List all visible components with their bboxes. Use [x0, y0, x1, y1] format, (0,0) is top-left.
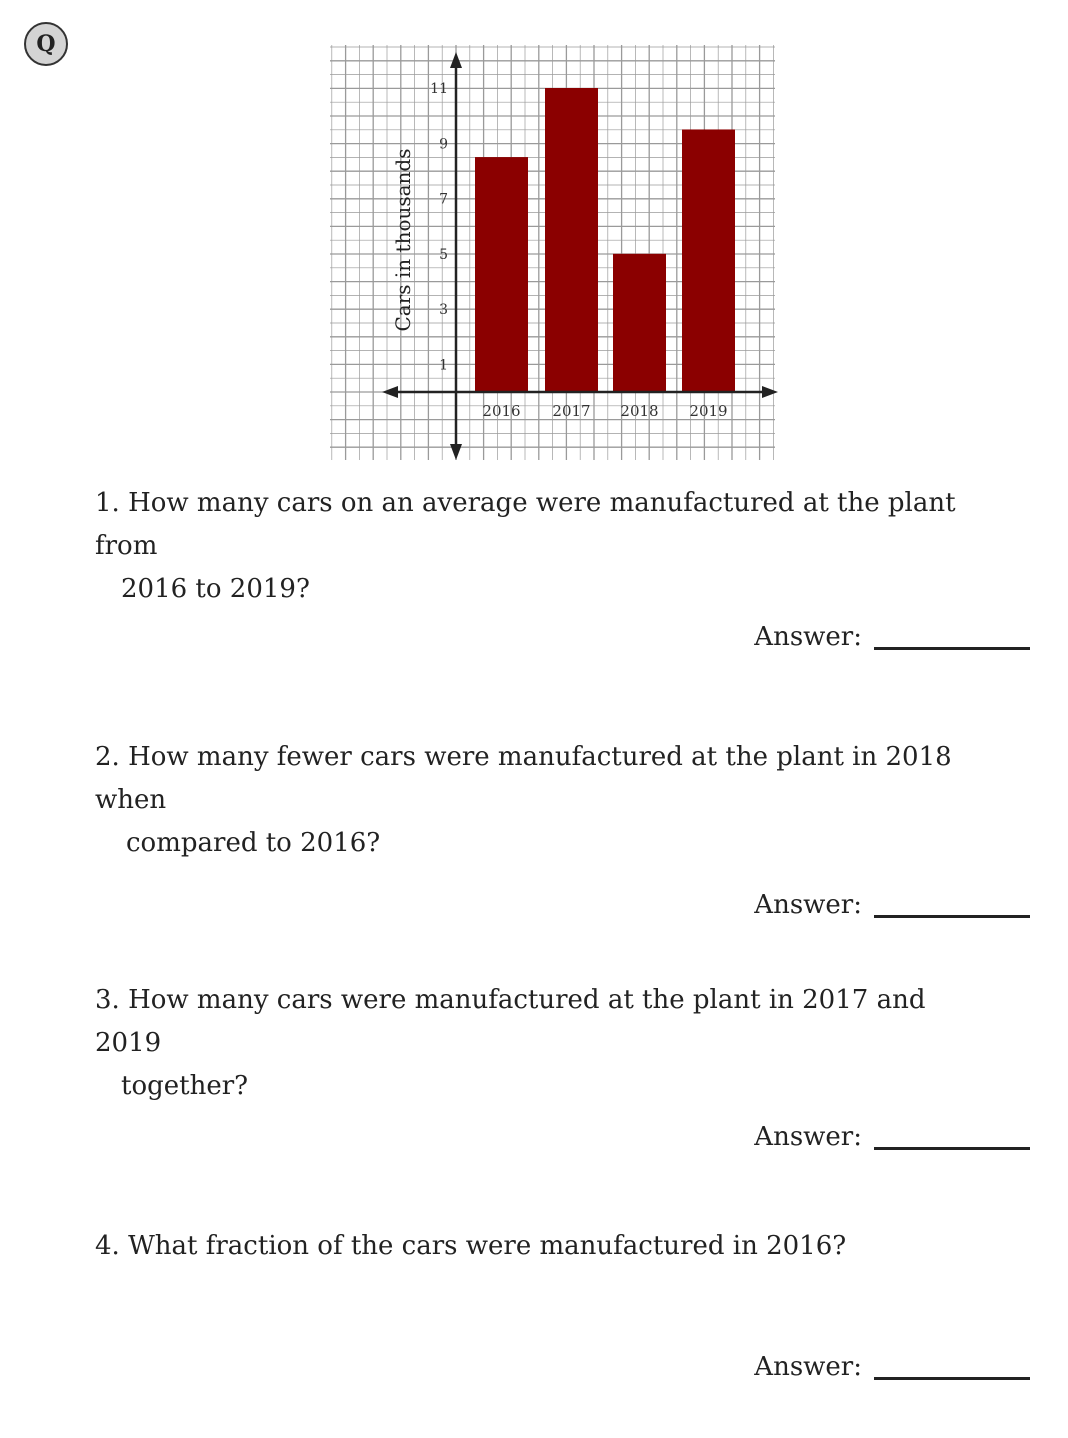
bar-chart: [330, 40, 780, 465]
question-3: [95, 979, 995, 1108]
question-1-line1: 1. How many cars on an average were manufactured at the plant from: [95, 488, 956, 561]
y-axis-arrow-up: [450, 52, 462, 68]
y-tick-label: 1: [439, 357, 448, 374]
question-2-line2: compared to 2016?: [126, 828, 381, 858]
answer-blank-3[interactable]: [874, 1147, 1030, 1150]
question-4: [95, 1225, 995, 1268]
question-badge: Q: [24, 22, 68, 66]
y-tick-label: 11: [430, 81, 448, 97]
question-2: [95, 736, 995, 865]
question-2-line1: 2. How many fewer cars were manufactured at the plant in 2018 when: [95, 742, 952, 815]
answer-label-3: Answer:: [754, 1122, 862, 1152]
answer-blank-2[interactable]: [874, 915, 1030, 918]
answer-label-1: Answer:: [754, 622, 862, 652]
y-axis-arrow-down: [450, 444, 462, 460]
y-axis-label: Cars in thousands: [391, 148, 415, 332]
answer-row-2: [754, 890, 1030, 920]
y-tick-label: 3: [439, 302, 448, 319]
bar-2018: [613, 254, 666, 392]
x-tick-label: 2018: [620, 402, 659, 420]
bar-2019: [682, 129, 735, 392]
y-tick-label: 5: [439, 246, 448, 263]
answer-label-4: Answer:: [754, 1352, 862, 1382]
question-1-line2: 2016 to 2019?: [121, 574, 310, 604]
answer-row-4: [754, 1352, 1030, 1382]
answer-label-2: Answer:: [754, 890, 862, 920]
x-tick-label: 2017: [552, 402, 591, 420]
x-axis-arrow-left: [382, 386, 398, 398]
question-3-line2: together?: [121, 1071, 249, 1101]
y-tick-label: 9: [439, 136, 448, 153]
answer-row-3: [754, 1122, 1030, 1152]
question-1: [95, 482, 995, 611]
x-tick-label: 2016: [482, 402, 521, 420]
answer-blank-4[interactable]: [874, 1377, 1030, 1380]
bar-2016: [475, 157, 528, 392]
y-tick-label: 7: [439, 191, 448, 208]
answer-row-1: [754, 622, 1030, 652]
question-3-line1: 3. How many cars were manufactured at the plant in 2017 and 2019: [95, 985, 926, 1058]
answer-blank-1[interactable]: [874, 647, 1030, 650]
question-4-line1: 4. What fraction of the cars were manufactured in 2016?: [95, 1231, 847, 1261]
bar-2017: [545, 88, 598, 392]
x-axis-arrow-right: [762, 386, 778, 398]
x-tick-label: 2019: [689, 402, 728, 420]
